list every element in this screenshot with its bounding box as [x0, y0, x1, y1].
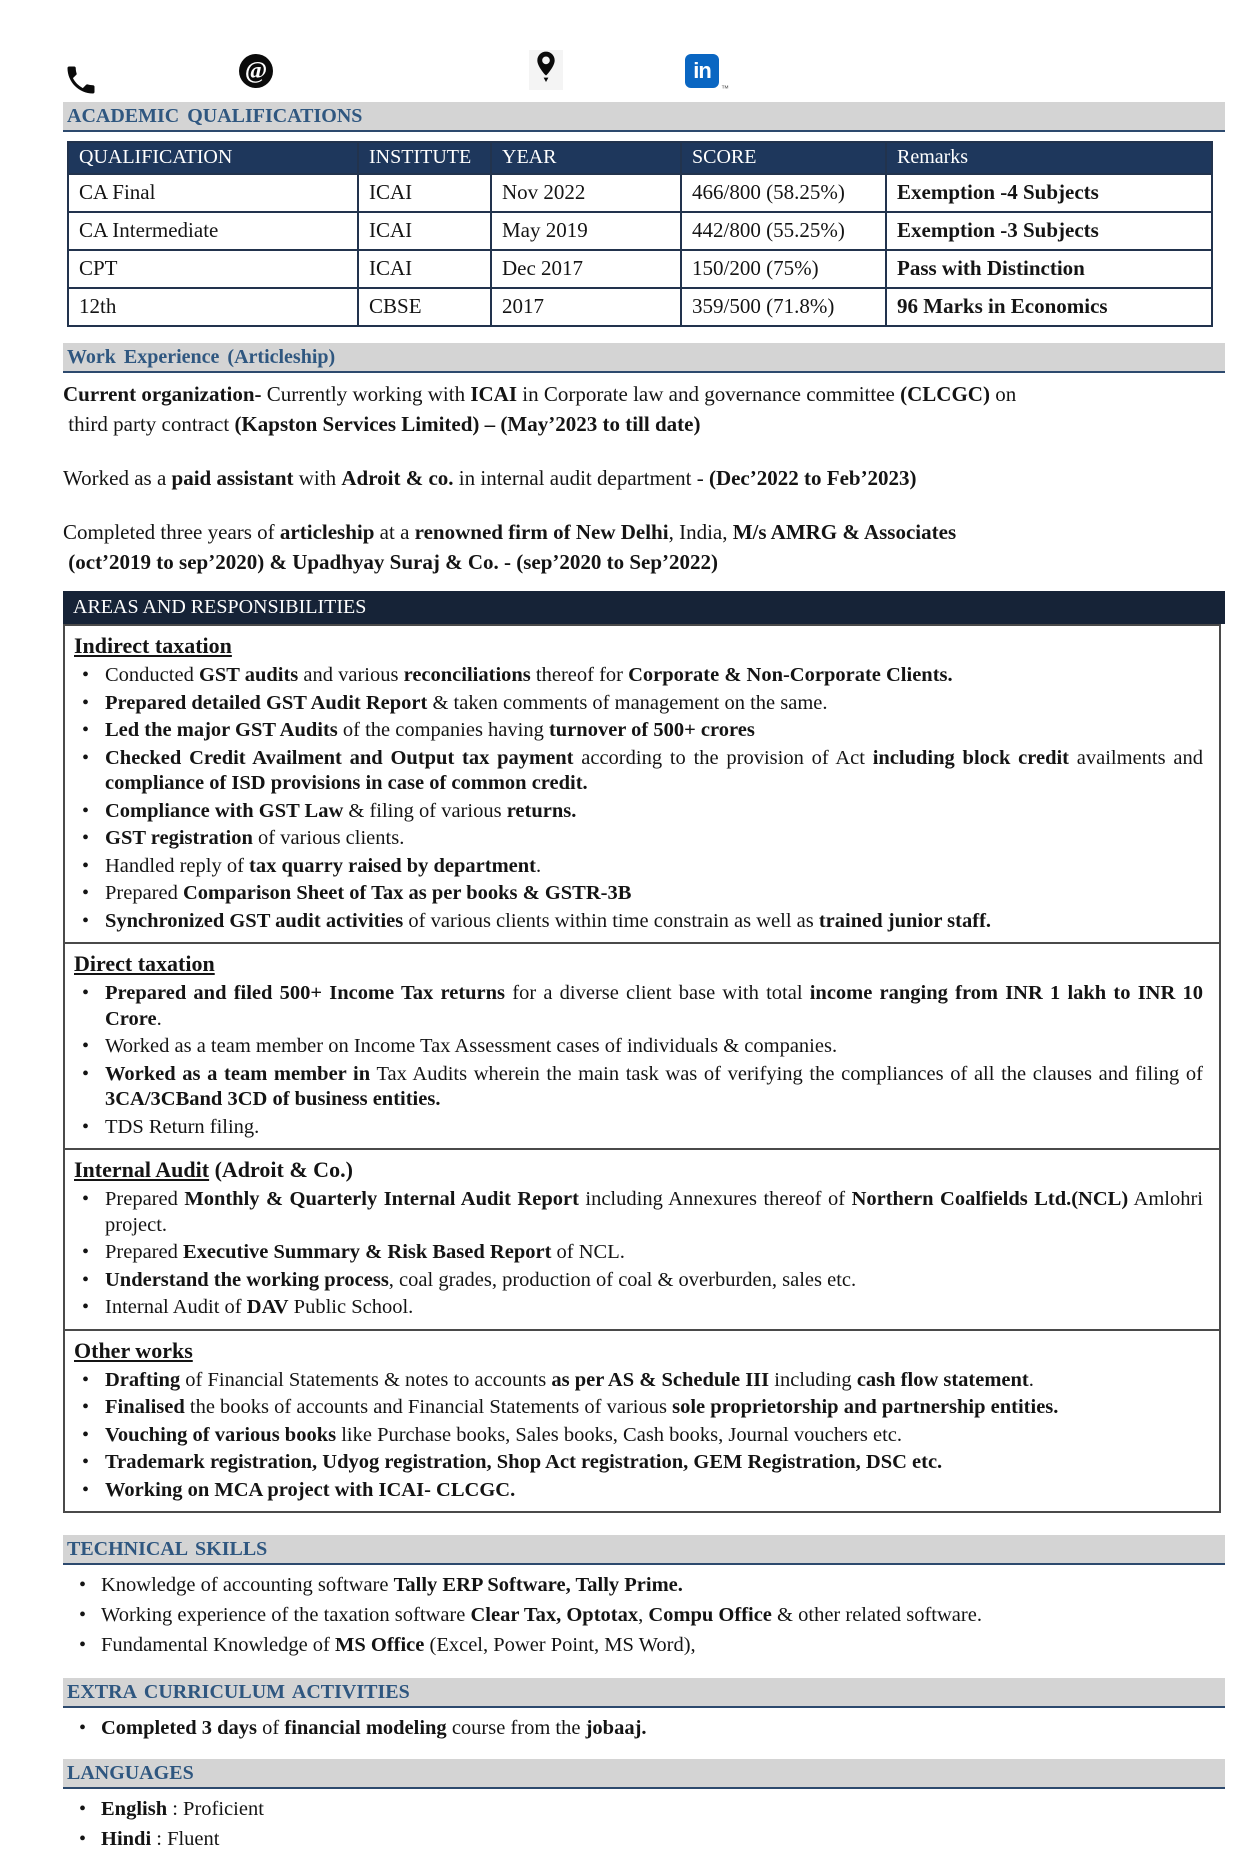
text-run: on: [989, 382, 1017, 406]
text-run: of various clients within time constrain as well as: [403, 909, 819, 932]
section-heading-languages: LANGUAGES: [63, 1759, 1225, 1789]
bullet-item: [65, 1115, 1219, 1141]
text-run: Tally ERP Software, Tally Prime.: [393, 1574, 683, 1596]
table-cell: Exemption -4 Subjects: [886, 174, 1212, 212]
text-run: Prepared and filed 500+ Income Tax returns: [105, 982, 506, 1004]
paragraph: [63, 517, 1225, 577]
text-run: Worked as a: [63, 466, 172, 490]
table-row: [68, 212, 1212, 250]
table-row: [68, 288, 1212, 326]
column-header: SCORE: [681, 142, 886, 174]
bullet-item: [65, 1062, 1219, 1113]
bullet-list: [65, 663, 1219, 934]
column-header: INSTITUTE: [358, 142, 491, 174]
text-run: (Kapston Services Limited) – (May’2023 to till date): [234, 412, 701, 436]
bullet-item: [65, 1368, 1219, 1394]
bullet-item: [65, 1450, 1219, 1476]
text-run: Working experience of the taxation software: [101, 1604, 471, 1626]
subsection-title: [74, 950, 1219, 978]
text-run: including block credit: [872, 746, 1070, 769]
text-run: tax quarry raised by department: [249, 854, 537, 877]
text-run: income ranging from INR 1 lakh to INR 10 Crore: [105, 982, 1203, 1030]
bullet-item: [65, 1268, 1219, 1294]
bullet-item: [65, 799, 1219, 825]
table-cell: 359/500 (71.8%): [681, 288, 886, 326]
area-subsection: [65, 626, 1219, 942]
area-subsection: [65, 1329, 1219, 1512]
subsection-title: [74, 1337, 1219, 1365]
table-cell: ICAI: [358, 174, 491, 212]
text-run: of various clients.: [252, 827, 405, 849]
text-run: Working on MCA project with ICAI- CLCGC.: [105, 1478, 516, 1501]
text-run: reconciliations: [403, 664, 531, 686]
table-row: [68, 174, 1212, 212]
languages-list: [63, 1795, 1225, 1854]
section-heading-academic-qualifications: ACADEMIC QUALIFICATIONS: [63, 102, 1225, 132]
table-cell: Dec 2017: [491, 250, 681, 288]
table-cell: CPT: [68, 250, 358, 288]
area-subsection: [65, 942, 1219, 1148]
text-run: trained junior staff.: [818, 909, 992, 932]
paragraph: [63, 463, 1225, 493]
paragraph: [63, 379, 1225, 439]
column-header: Remarks: [886, 142, 1212, 174]
text-run: .: [156, 1007, 162, 1030]
text-run: M/s AMRG & Associates: [732, 520, 957, 544]
text-run: Prepared detailed GST Audit Report: [105, 691, 428, 714]
text-run: with: [293, 466, 342, 490]
text-run: (Excel, Power Point, MS Word),: [424, 1634, 696, 1656]
text-run: Drafting: [105, 1368, 181, 1391]
text-run: renowned firm of New Delhi: [414, 520, 669, 544]
bullet-item: [65, 881, 1219, 907]
text-run: Adroit & co.: [341, 466, 454, 490]
text-run: the books of accounts and Financial Statements of various: [184, 1396, 673, 1418]
qualifications-table-body: [68, 174, 1212, 326]
text-run: Trademark registration, Udyog registration, Shop Act registration, GEM Registration, DSC etc.: [105, 1451, 943, 1473]
text-run: as per AS & Schedule III: [551, 1368, 770, 1391]
linkedin-icon[interactable]: in: [685, 54, 719, 88]
column-header: YEAR: [491, 142, 681, 174]
text-run: Prepared: [105, 1188, 185, 1210]
bullet-item: [65, 663, 1219, 689]
bullet-item: [65, 1034, 1219, 1060]
text-run: paid assistant: [171, 466, 294, 490]
table-cell: Pass with Distinction: [886, 250, 1212, 288]
table-cell: CBSE: [358, 288, 491, 326]
text-run: DAV: [246, 1296, 289, 1318]
bullet-list: [65, 1368, 1219, 1504]
text-run: Compu Office: [648, 1604, 772, 1626]
text-run: availments and: [1069, 746, 1203, 769]
text-run: Compliance with GST Law: [105, 799, 344, 822]
subsection-title-suffix: (Adroit & Co.): [209, 1157, 353, 1182]
text-run: in Corporate law and governance committee: [517, 382, 901, 406]
text-run: GST audits: [198, 664, 299, 686]
subsection-title-text: Other works: [74, 1337, 193, 1363]
subsection-title: [74, 1156, 1219, 1184]
text-run: TDS Return filing.: [105, 1115, 260, 1138]
bullet-item: [65, 1395, 1219, 1421]
bullet-item: [65, 1187, 1219, 1238]
work-experience-paragraphs: [63, 379, 1225, 577]
table-row: [68, 250, 1212, 288]
text-run: Prepared: [105, 1241, 183, 1263]
text-run: Clear Tax, Optotax: [470, 1604, 639, 1626]
location-pin-icon: [529, 50, 563, 90]
text-run: according to the provision of Act: [573, 746, 873, 769]
table-cell: 150/200 (75%): [681, 250, 886, 288]
text-run: Executive Summary & Risk Based Report: [182, 1241, 552, 1263]
text-run: ICAI: [470, 382, 518, 406]
text-run: Handled reply of: [105, 854, 250, 877]
table-cell: 96 Marks in Economics: [886, 288, 1212, 326]
extra-curricular-list: [63, 1714, 1225, 1743]
text-run: : Proficient: [167, 1798, 264, 1820]
text-run: ,: [638, 1604, 649, 1626]
text-run: Knowledge of accounting software: [101, 1574, 394, 1596]
text-run: Vouching of various books: [105, 1423, 337, 1446]
email-at-icon: @: [239, 54, 273, 88]
text-run: third party contract: [63, 412, 235, 436]
text-run: GST registration: [105, 827, 253, 849]
text-run: (Dec’2022 to Feb’2023): [708, 466, 917, 490]
qualifications-header-row: [68, 142, 1212, 174]
text-run: Internal Audit of: [105, 1296, 247, 1318]
subsection-title-text: Internal Audit: [74, 1157, 210, 1182]
table-cell: Exemption -3 Subjects: [886, 212, 1212, 250]
phone-icon: [63, 62, 99, 98]
text-run: jobaaj.: [585, 1717, 647, 1739]
text-run: & filing of various: [343, 799, 507, 822]
section-heading-work-experience: Work Experience (Articleship): [63, 343, 1225, 373]
table-cell: Nov 2022: [491, 174, 681, 212]
text-run: of the companies having: [337, 719, 549, 741]
text-run: Completed three years of: [63, 520, 280, 544]
text-run: of Financial Statements & notes to accounts: [180, 1368, 552, 1391]
text-run: at a: [374, 520, 415, 544]
text-run: Northern Coalfields Ltd.(NCL): [851, 1188, 1129, 1210]
text-run: (CLCGC): [900, 382, 990, 406]
text-run: like Purchase books, Sales books, Cash books, Journal vouchers etc.: [336, 1423, 903, 1446]
text-run: Monthly & Quarterly Internal Audit Report: [184, 1188, 579, 1210]
text-run: MS Office: [335, 1634, 425, 1656]
text-run: Led the major GST Audits: [105, 719, 338, 741]
text-run: Tax Audits wherein the main task was of verifying the compliances of all the clauses and filing of: [370, 1062, 1203, 1085]
bullet-item: [65, 854, 1219, 880]
text-run: Synchronized GST audit activities: [105, 909, 404, 932]
bullet-item: [65, 1295, 1219, 1321]
subsection-title: [74, 632, 1219, 660]
text-run: Corporate & Non-Corporate Clients.: [628, 664, 953, 686]
bullet-item: [63, 1601, 1225, 1630]
text-run: Checked Credit Availment and Output tax payment: [105, 746, 574, 769]
text-run: Understand the working process: [105, 1268, 389, 1291]
subsection-title-text: Direct taxation: [74, 951, 215, 976]
bullet-item: [63, 1714, 1225, 1743]
bullet-item: [65, 718, 1219, 744]
technical-skills-list: [63, 1571, 1225, 1660]
bullet-list: [65, 1187, 1219, 1321]
text-run: Completed 3 days: [101, 1717, 258, 1739]
text-run: cash flow statement: [856, 1368, 1029, 1391]
text-run: .: [1028, 1368, 1034, 1391]
bullet-item: [65, 981, 1219, 1032]
text-run: Worked as a team member in: [105, 1062, 371, 1085]
text-run: Comparison Sheet of Tax as per books & GSTR-3B: [182, 882, 632, 904]
text-run: thereof for: [530, 664, 629, 686]
text-run: sole proprietorship and partnership entities.: [672, 1396, 1059, 1418]
table-cell: 12th: [68, 288, 358, 326]
text-run: Public School.: [288, 1296, 414, 1318]
section-heading-areas-responsibilities: AREAS AND RESPONSIBILITIES: [63, 591, 1225, 624]
text-run: & other related software.: [771, 1604, 982, 1626]
text-run: & taken comments of management on the same.: [427, 691, 828, 714]
text-run: Amlohri project.: [105, 1188, 1203, 1236]
text-run: and various: [298, 664, 404, 686]
bullet-item: [65, 691, 1219, 717]
table-cell: 466/800 (58.25%): [681, 174, 886, 212]
text-run: articleship: [279, 520, 375, 544]
linkedin-trademark: ™: [721, 84, 729, 93]
text-run: of: [257, 1717, 285, 1739]
text-run: including: [769, 1368, 857, 1391]
text-run: : Fluent: [151, 1828, 220, 1850]
area-subsection: [65, 1148, 1219, 1329]
subsection-title-text: Indirect taxation: [74, 633, 232, 658]
bullet-item: [65, 1423, 1219, 1449]
section-heading-technical-skills: TECHNICAL SKILLS: [63, 1535, 1225, 1565]
bullet-item: [65, 826, 1219, 852]
text-run: Worked as a team member on Income Tax Assessment cases of individuals & companies.: [105, 1035, 838, 1057]
text-run: returns.: [506, 799, 577, 822]
text-run: Finalised: [105, 1396, 185, 1418]
section-heading-extra-curriculum: EXTRA CURRICULUM ACTIVITIES: [63, 1678, 1225, 1708]
table-cell: CA Intermediate: [68, 212, 358, 250]
text-run: , India,: [668, 520, 733, 544]
text-run: compliance of ISD provisions in case of common credit.: [105, 772, 588, 794]
text-run: , coal grades, production of coal & overburden, sales etc.: [388, 1268, 857, 1291]
text-run: of NCL.: [551, 1241, 625, 1263]
contact-row: [63, 50, 1225, 100]
table-cell: ICAI: [358, 250, 491, 288]
bullet-item: [65, 746, 1219, 797]
table-cell: ICAI: [358, 212, 491, 250]
table-cell: CA Final: [68, 174, 358, 212]
text-run: (oct’2019 to sep’2020) & Upadhyay Suraj & Co. - (sep’2020 to Sep’2022): [63, 550, 719, 574]
text-run: .: [536, 854, 542, 877]
text-run: Prepared: [105, 882, 183, 904]
text-run: Current organization-: [63, 382, 262, 406]
bullet-item: [65, 1240, 1219, 1266]
bullet-item: [63, 1571, 1225, 1600]
bullet-item: [65, 909, 1219, 935]
text-run: turnover of 500+ crores: [548, 719, 755, 741]
text-run: Fundamental Knowledge of: [101, 1634, 335, 1656]
bullet-item: [63, 1825, 1225, 1854]
qualifications-table: [67, 141, 1213, 327]
text-run: for a diverse client base with total: [505, 982, 810, 1004]
text-run: course from the: [446, 1717, 586, 1739]
text-run: including Annexures thereof of: [578, 1188, 852, 1210]
text-run: Hindi: [101, 1828, 152, 1850]
table-cell: 442/800 (55.25%): [681, 212, 886, 250]
table-cell: May 2019: [491, 212, 681, 250]
bullet-item: [63, 1631, 1225, 1660]
text-run: in internal audit department -: [453, 466, 709, 490]
text-run: English: [101, 1798, 168, 1820]
column-header: QUALIFICATION: [68, 142, 358, 174]
table-cell: 2017: [491, 288, 681, 326]
text-run: Currently working with: [261, 382, 471, 406]
bullet-item: [63, 1795, 1225, 1824]
text-run: financial modeling: [284, 1717, 447, 1739]
text-run: 3CA/3CBand 3CD of business entities.: [105, 1088, 441, 1110]
bullet-list: [65, 981, 1219, 1140]
bullet-item: [65, 1478, 1219, 1504]
text-run: Conducted: [105, 664, 199, 686]
areas-subsections: [63, 624, 1221, 1513]
